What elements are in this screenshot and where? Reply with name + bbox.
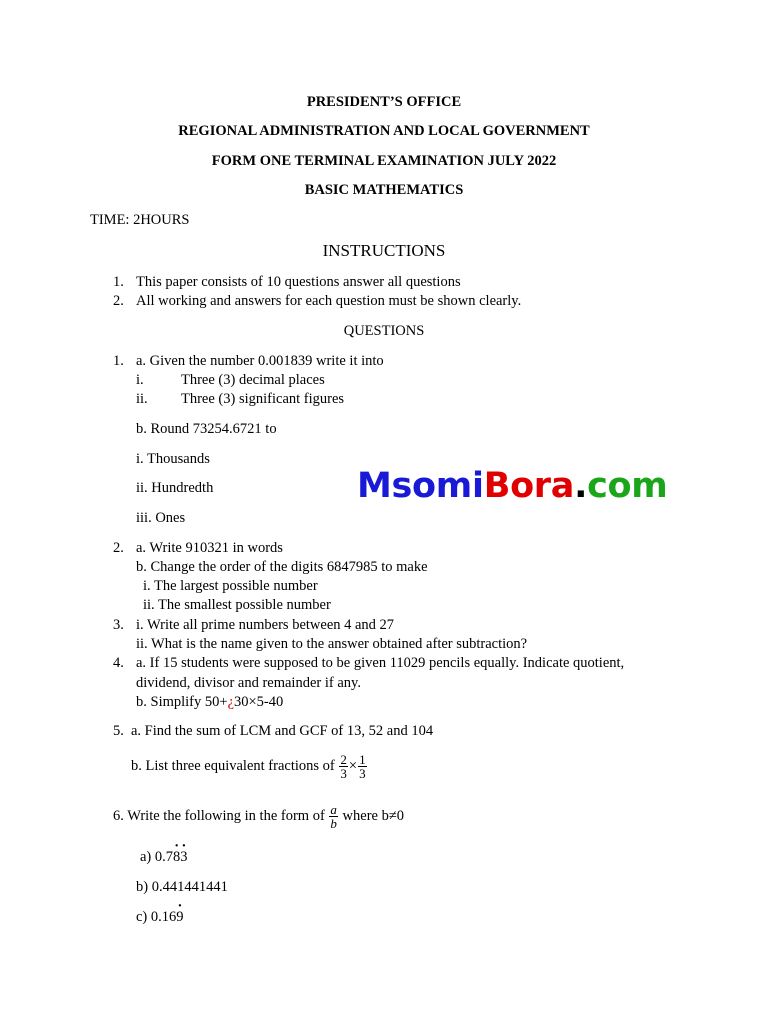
header-line-4: BASIC MATHEMATICS (304, 182, 464, 198)
q2-b-ii: ii. The smallest possible number (143, 597, 331, 613)
q3-part-i: i. Write all prime numbers between 4 and 27 (136, 617, 395, 633)
watermark-bora: Bora (483, 466, 575, 506)
q2-b-i: i. The largest possible number (143, 578, 318, 594)
times-symbol: × (348, 757, 358, 774)
q5-part-b (131, 753, 368, 780)
recurring-digit: · 9 (176, 908, 183, 927)
q1-b-iii: iii. Ones (136, 510, 186, 526)
q4-part-a-line1: a. If 15 students were supposed to be given 11029 pencils equally. Indicate quotient, (136, 655, 625, 671)
fraction-denominator: 3 (340, 766, 347, 781)
fraction-two-thirds (339, 753, 348, 780)
recurring-digit: · 3 (180, 848, 187, 867)
q1-a-i-number: i. (136, 372, 144, 388)
q4-part-a-line2: dividend, divisor and remainder if any. (136, 675, 361, 691)
q4-part-b (136, 693, 283, 712)
recurring-digit: · 8 (173, 848, 180, 867)
fraction-numerator: 1 (359, 752, 366, 767)
fraction-a-over-b (329, 803, 338, 830)
q6-text-end: where b≠0 (342, 807, 405, 824)
questions-title: QUESTIONS (343, 323, 425, 339)
q4-b-text-end: 30×5-40 (234, 694, 284, 710)
q6-part-c (136, 908, 184, 927)
q4-number: 4. (113, 655, 124, 671)
q6-a-text: a) 0.7 (140, 849, 174, 865)
q3-number: 3. (113, 617, 124, 633)
instructions-title: INSTRUCTIONS (322, 241, 446, 260)
watermark-com: com (587, 466, 668, 506)
q1-b-ii: ii. Hundredth (136, 480, 214, 496)
q4-b-red-symbol: ¿ (227, 694, 234, 710)
q2-part-b: b. Change the order of the digits 6847985 to make (136, 559, 428, 575)
time-allowed: TIME: 2HOURS (90, 212, 190, 228)
fraction-numerator: 2 (340, 752, 347, 767)
q2-part-a: a. Write 910321 in words (136, 540, 283, 556)
q3-part-ii: ii. What is the name given to the answer obtained after subtraction? (136, 636, 528, 652)
q6-part-b: b) 0.441441441 (136, 879, 228, 895)
header-line-3: FORM ONE TERMINAL EXAMINATION JULY 2022 (211, 153, 557, 169)
q1-part-b: b. Round 73254.6721 to (136, 421, 277, 437)
header-line-2: REGIONAL ADMINISTRATION AND LOCAL GOVERNMENT (178, 123, 590, 139)
q2-number: 2. (113, 540, 124, 556)
fraction-one-third (358, 753, 367, 780)
q1-a-ii-number: ii. (136, 391, 148, 407)
q1-a-i: Three (3) decimal places (181, 372, 325, 388)
q6-prompt (113, 803, 404, 830)
q5-number: 5. (113, 723, 124, 739)
header-line-1: PRESIDENT’S OFFICE (306, 94, 462, 110)
q4-b-text-start: b. Simplify 50+ (136, 694, 228, 710)
q6-text-start: 6. Write the following in the form of (113, 807, 325, 824)
q1-number: 1. (113, 353, 124, 369)
watermark-msomi: Msomi (357, 466, 484, 506)
watermark-dot: . (574, 466, 588, 506)
q1-a-ii: Three (3) significant figures (181, 391, 345, 407)
q5-part-a: a. Find the sum of LCM and GCF of 13, 52 and 104 (131, 723, 434, 739)
instruction-1-text: This paper consists of 10 questions answer all questions (136, 274, 461, 290)
fraction-numerator: a (330, 802, 337, 817)
q1-part-a: a. Given the number 0.001839 write it into (136, 353, 384, 369)
fraction-denominator: b (330, 816, 337, 831)
instruction-1-number: 1. (113, 274, 124, 290)
q1-b-i: i. Thousands (136, 451, 210, 467)
instruction-2-text: All working and answers for each question must be shown clearly. (136, 293, 522, 309)
watermark-logo (357, 466, 667, 506)
q6-c-text: c) 0.16 (136, 909, 177, 925)
instruction-2-number: 2. (113, 293, 124, 309)
fraction-denominator: 3 (359, 766, 366, 781)
q5-b-text: b. List three equivalent fractions of (131, 757, 335, 774)
q6-part-a (140, 848, 188, 867)
